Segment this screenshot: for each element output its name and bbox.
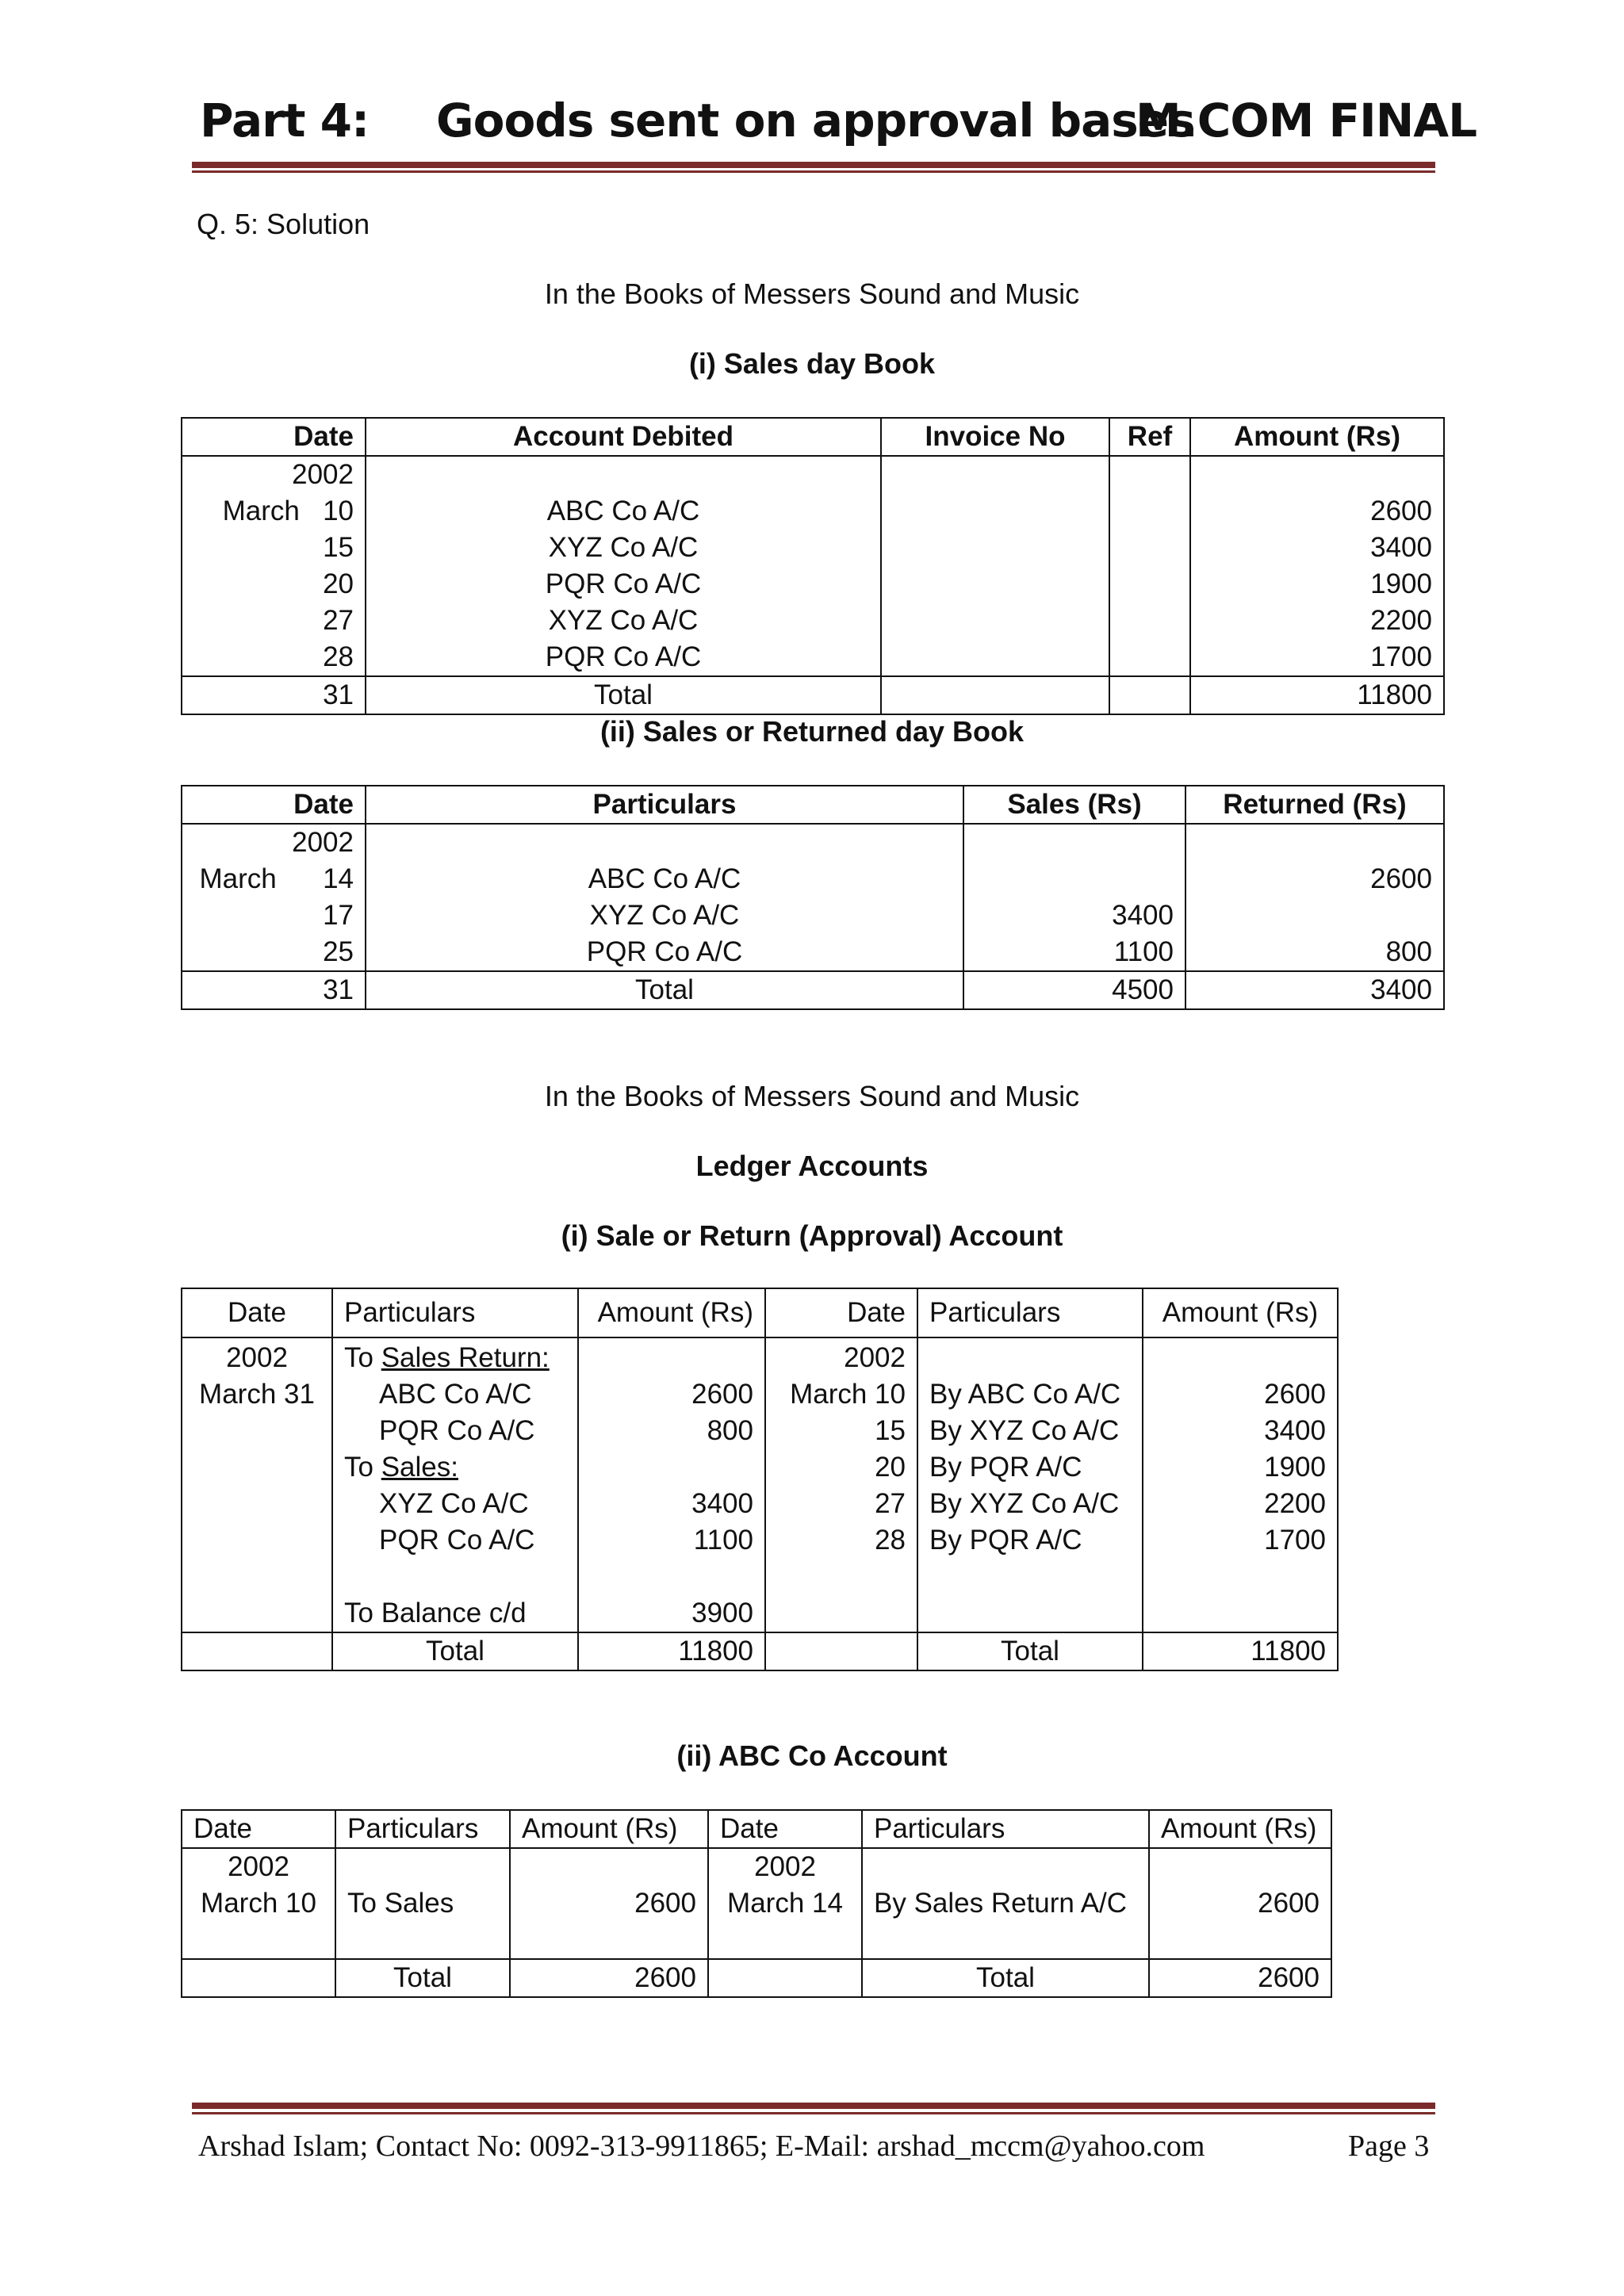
col-amount-right: Amount (Rs)	[1149, 1810, 1331, 1848]
account-cell: ABC Co A/C XYZ Co A/C PQR Co A/C XYZ Co A/C PQR Co A/C	[366, 456, 881, 676]
header-rule-thick	[192, 162, 1435, 168]
col-date-left: Date	[182, 1810, 335, 1848]
total-row: 31 Total 11800	[182, 676, 1444, 714]
left-amount-cell: 2600	[510, 1848, 708, 1959]
approval-account-title: (i) Sale or Return (Approval) Account	[561, 1219, 1063, 1252]
right-date-cell: 2002 March 14	[708, 1848, 862, 1959]
sor-day-book-title: (ii) Sales or Returned day Book	[599, 715, 1025, 748]
ref-cell	[1109, 456, 1190, 676]
sales-day-book-table	[181, 417, 1445, 715]
col-ref: Ref	[1109, 418, 1190, 456]
col-date: Date	[182, 418, 366, 456]
col-returned: Returned (Rs)	[1185, 786, 1444, 824]
col-amount-left: Amount (Rs)	[578, 1288, 765, 1337]
sor-day-book-table	[181, 785, 1445, 1010]
invoice-cell	[881, 456, 1109, 676]
col-particulars-right: Particulars	[917, 1288, 1143, 1337]
col-amount-left: Amount (Rs)	[510, 1810, 708, 1848]
total-row: 31 Total 4500 3400	[182, 971, 1444, 1009]
col-date-right: Date	[708, 1810, 862, 1848]
col-amount: Amount (Rs)	[1190, 418, 1444, 456]
abc-account-title: (ii) ABC Co Account	[676, 1739, 948, 1772]
part-label: Part 4:	[200, 94, 370, 147]
total-row: Total 2600 Total 2600	[182, 1959, 1331, 1997]
col-account-debited: Account Debited	[366, 418, 881, 456]
sales-cell: 3400 1100	[963, 824, 1185, 971]
footer-rule-thick	[192, 2103, 1435, 2109]
right-date-cell: 2002 March 10 15 20 27 28	[765, 1337, 917, 1632]
col-date-right: Date	[765, 1288, 917, 1337]
abc-account-table	[181, 1809, 1332, 1998]
right-particulars-cell: By ABC Co A/C By XYZ Co A/C By PQR A/C By XYZ Co A/C By PQR A/C	[917, 1337, 1143, 1632]
date-cell: 2002 March 10 15 20 27 28	[182, 456, 366, 676]
header-rule-thin	[192, 170, 1435, 173]
returned-cell: 2600 800	[1185, 824, 1444, 971]
col-particulars-right: Particulars	[862, 1810, 1149, 1848]
left-particulars-cell: To Sales Return: ABC Co A/C PQR Co A/C To Sales: XYZ Co A/C PQR Co A/C To Balance c/d	[332, 1337, 578, 1632]
left-date-cell: 2002 March 10	[182, 1848, 335, 1959]
page-number: Page 3	[1348, 2130, 1430, 2163]
col-date: Date	[182, 786, 366, 824]
total-row: Total 11800 Total 11800	[182, 1632, 1338, 1670]
right-amount-cell: 2600	[1149, 1848, 1331, 1959]
col-particulars: Particulars	[366, 786, 963, 824]
left-amount-cell: 2600 800 3400 1100 3900	[578, 1337, 765, 1632]
left-date-cell: 2002 March 31	[182, 1337, 332, 1632]
date-cell: 2002 March 14 17 25	[182, 824, 366, 971]
course-label: M.COM FINAL	[1136, 94, 1477, 147]
col-particulars-left: Particulars	[335, 1810, 510, 1848]
sales-day-book-title: (i) Sales day Book	[688, 347, 936, 380]
footer-contact: Arshad Islam; Contact No: 0092-313-9911865; E-Mail: arshad_mccm@yahoo.com	[198, 2130, 1205, 2163]
ledger-title: Ledger Accounts	[695, 1150, 929, 1182]
right-amount-cell: 2600 3400 1900 2200 1700	[1143, 1337, 1338, 1632]
col-sales: Sales (Rs)	[963, 786, 1185, 824]
col-date-left: Date	[182, 1288, 332, 1337]
col-particulars-left: Particulars	[332, 1288, 578, 1337]
books-title-2: In the Books of Messers Sound and Music	[544, 1080, 1080, 1112]
col-amount-right: Amount (Rs)	[1143, 1288, 1338, 1337]
particulars-cell: ABC Co A/C XYZ Co A/C PQR Co A/C	[366, 824, 963, 971]
col-invoice-no: Invoice No	[881, 418, 1109, 456]
approval-account-table	[181, 1288, 1339, 1671]
footer-rule-thin	[192, 2112, 1435, 2114]
books-title-1: In the Books of Messers Sound and Music	[544, 277, 1080, 310]
left-particulars-cell: To Sales	[335, 1848, 510, 1959]
right-particulars-cell: By Sales Return A/C	[862, 1848, 1149, 1959]
page-title: Goods sent on approval bases	[436, 94, 1195, 147]
question-label: Q. 5: Solution	[197, 208, 370, 240]
amount-cell: 2600 3400 1900 2200 1700	[1190, 456, 1444, 676]
